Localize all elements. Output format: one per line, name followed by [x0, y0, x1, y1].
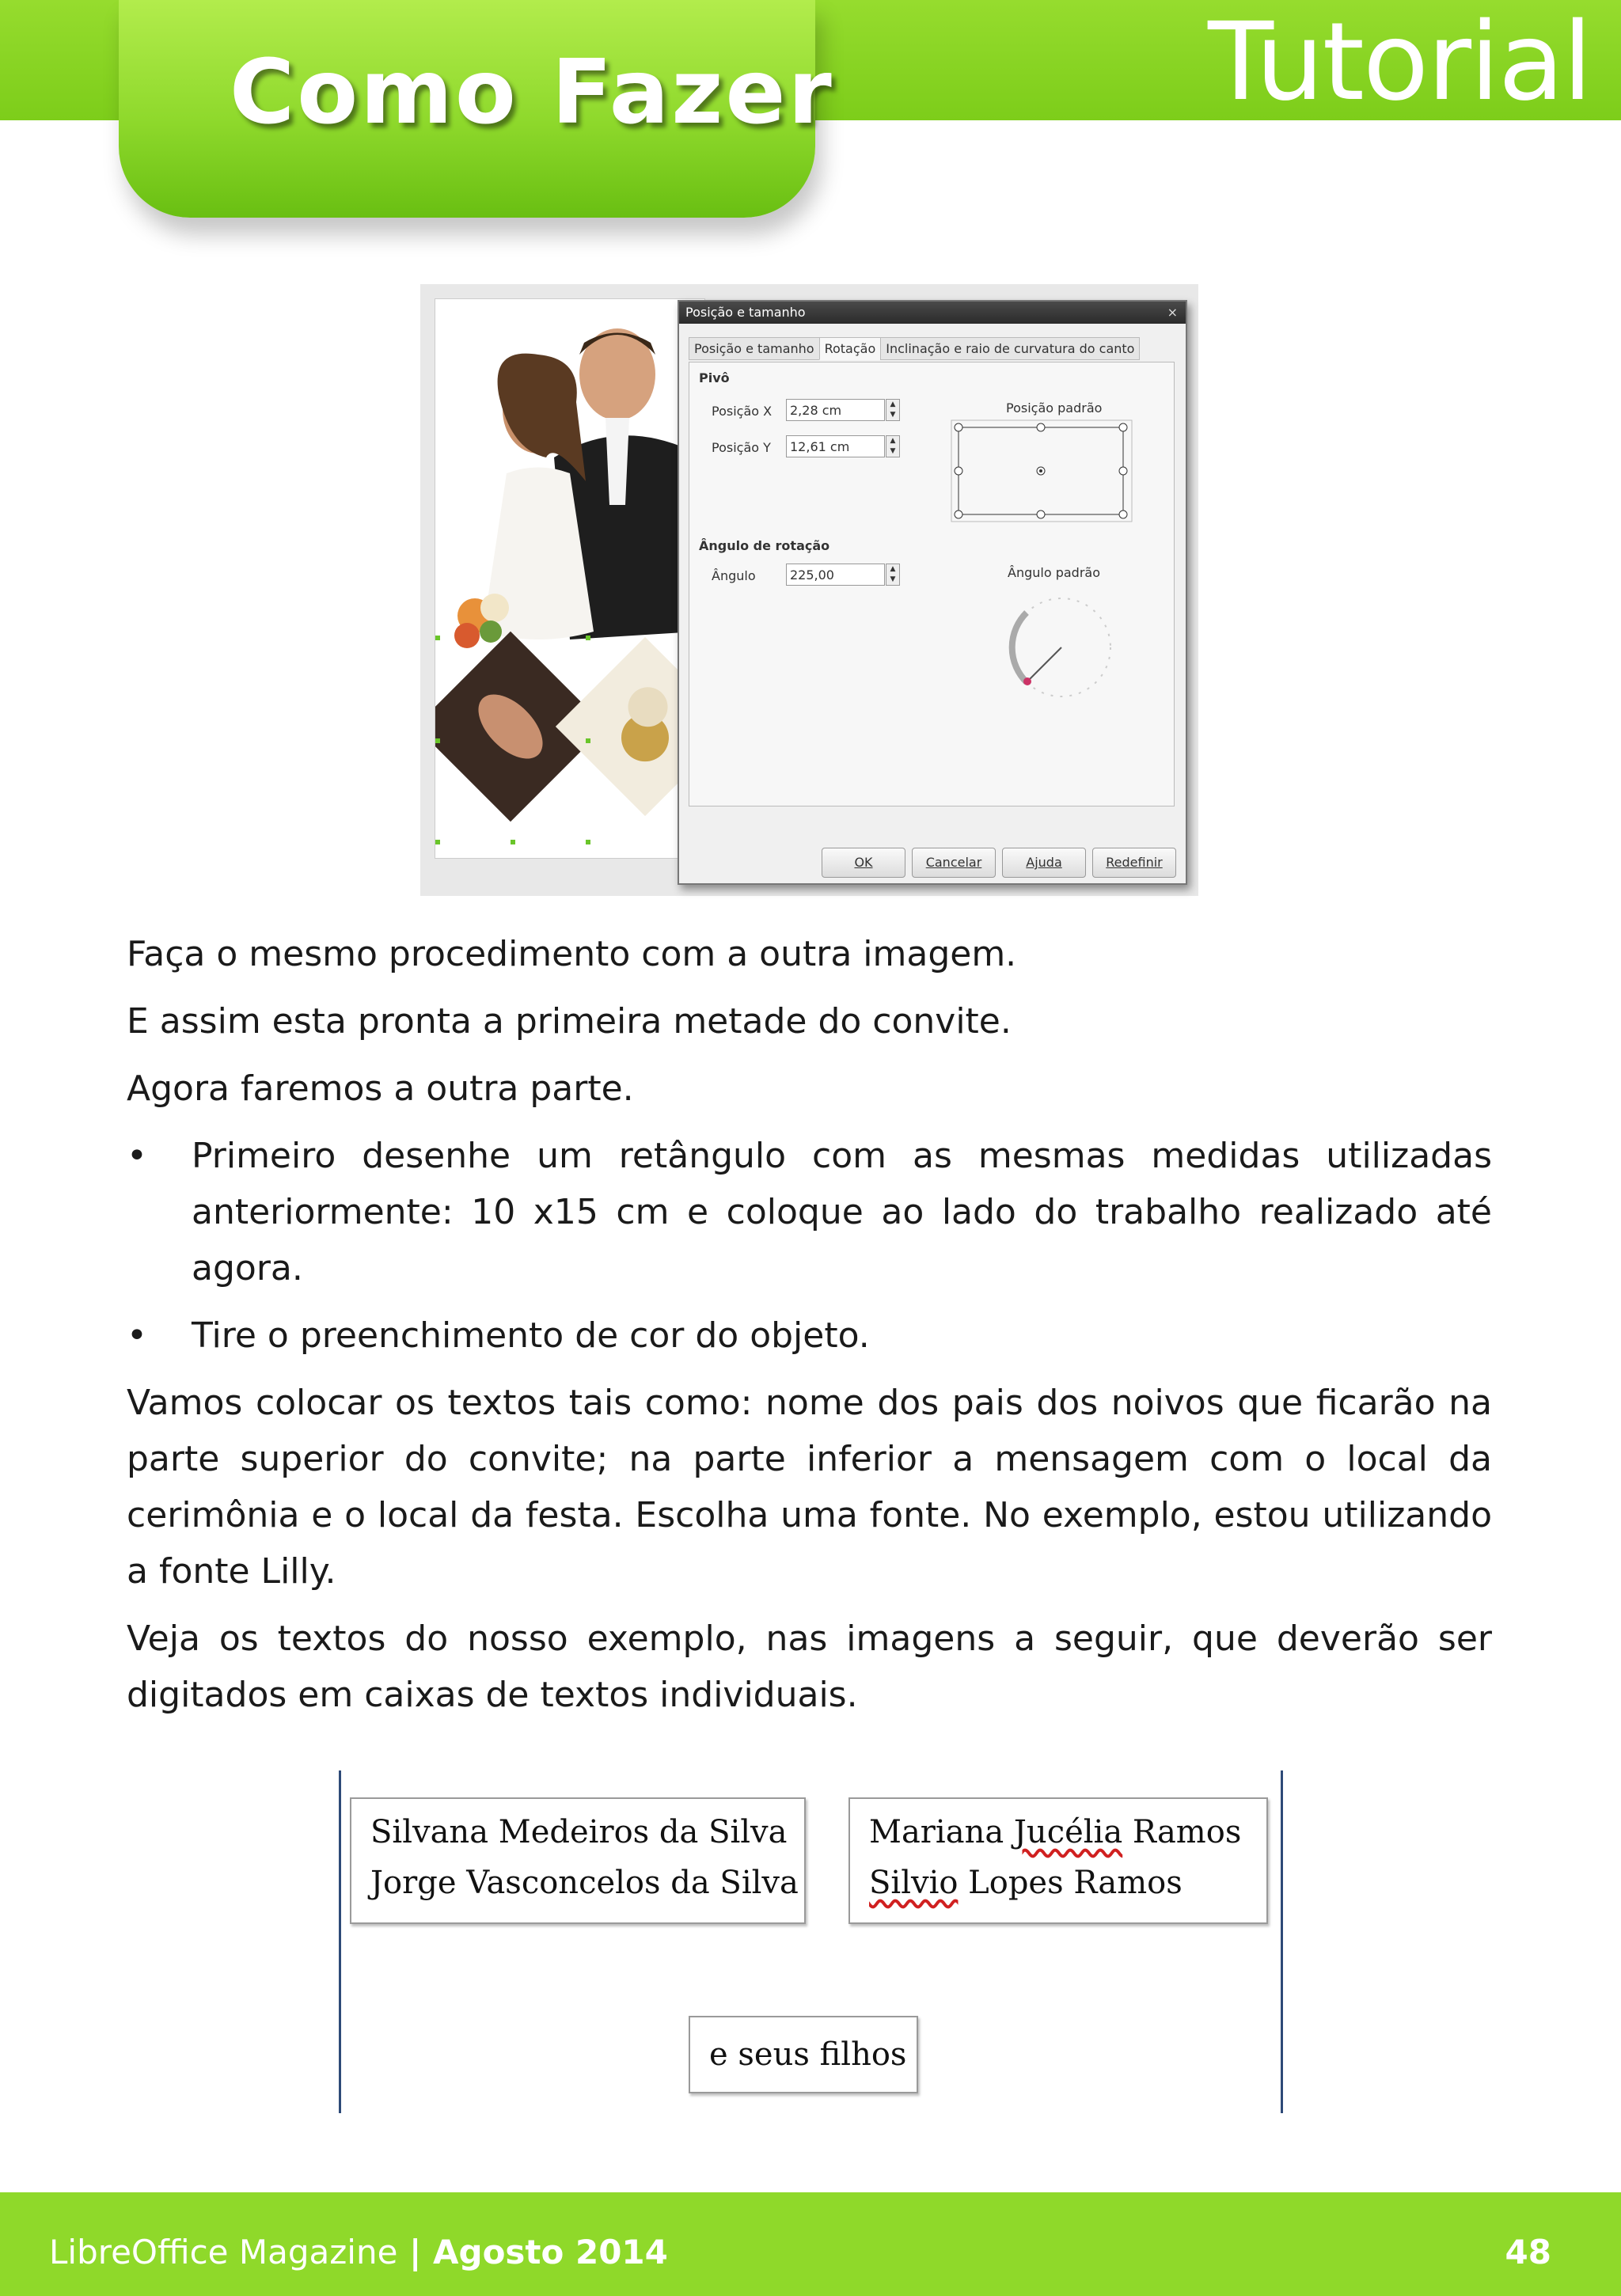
page-border-left: [339, 1770, 341, 2113]
pivot-heading: Pivô: [699, 370, 730, 385]
pos-x-label: Posição X: [712, 404, 773, 419]
article-body: [127, 926, 1492, 1734]
misspelled-word: Jucélia: [1013, 1814, 1123, 1850]
pos-y-input[interactable]: 12,61 cm: [786, 435, 885, 457]
default-position-label: Posição padrão: [1006, 400, 1103, 416]
names-screenshot: [339, 1770, 1285, 2113]
pos-y-label: Posição Y: [712, 440, 771, 455]
dialog-buttons: [822, 848, 1183, 878]
pos-x-spinner[interactable]: ▲ ▼: [886, 399, 900, 421]
name-line: [869, 1807, 1247, 1858]
rotation-angle-heading: Ângulo de rotação: [699, 538, 830, 553]
name-part: Mariana: [869, 1814, 1014, 1850]
wedding-photo-illustration: [435, 299, 704, 858]
footer-separator: |: [397, 2233, 433, 2271]
rotation-panel: [689, 362, 1175, 806]
close-icon[interactable]: ×: [1167, 305, 1178, 320]
dialog-screenshot: [420, 284, 1198, 896]
name-line: Jorge Vasconcelos da Silva: [370, 1865, 799, 1901]
paragraph: Veja os textos do nosso exemplo, nas imagens a seguir, que deverão ser digitados em caixas de textos individuais.: [127, 1619, 1492, 1715]
section-title: Como Fazer: [230, 41, 834, 144]
angle-label: Ângulo: [712, 568, 756, 583]
tab-slant-corner[interactable]: Inclinação e raio de curvatura do canto: [880, 337, 1140, 360]
default-position-grid[interactable]: [951, 419, 1133, 522]
issue-date: Agosto 2014: [433, 2233, 668, 2271]
name-line: Silvana Medeiros da Silva: [370, 1814, 788, 1850]
footer-credit: [49, 2233, 668, 2271]
tab-rotation[interactable]: Rotação: [819, 337, 882, 360]
page-number: 48: [1505, 2233, 1551, 2271]
page-border-right: [1281, 1770, 1283, 2113]
pos-y-spinner[interactable]: ▲ ▼: [886, 435, 900, 457]
name-part: Ramos: [1122, 1814, 1242, 1850]
parents-textbox-2[interactable]: [848, 1797, 1268, 1924]
paragraph: Vamos colocar os textos tais como: nome dos pais dos noivos que ficarão na parte superior do convite; na parte inferior a mensagem com o local da cerimônia e o local da festa. Escolha uma fonte. No exemplo, estou utilizando a fonte Lilly.: [127, 1383, 1492, 1592]
position-size-dialog: [678, 300, 1187, 885]
parents-textbox-1[interactable]: [350, 1797, 806, 1924]
children-textbox[interactable]: e seus filhos: [689, 2016, 918, 2093]
paragraph: E assim esta pronta a primeira metade do convite.: [127, 1001, 1012, 1042]
angle-dial[interactable]: [998, 584, 1125, 711]
magazine-name: LibreOffice Magazine: [49, 2233, 398, 2271]
cancel-button[interactable]: Cancelar: [912, 848, 996, 878]
misspelled-word: Silvio: [869, 1865, 959, 1901]
angle-input[interactable]: 225,00: [786, 564, 885, 586]
bullet-text: Tire o preenchimento de cor do objeto.: [192, 1315, 870, 1356]
bullet-icon: •: [127, 1315, 147, 1356]
ok-button[interactable]: OK: [822, 848, 905, 878]
bullet-icon: •: [127, 1136, 147, 1176]
bullet-text: Primeiro desenhe um retângulo com as mesmas medidas utilizadas anteriormente: 10 x15 cm e coloque ao lado do trabalho realizado até agora.: [192, 1136, 1492, 1288]
name-part: Lopes Ramos: [958, 1865, 1183, 1901]
tab-position-size[interactable]: Posição e tamanho: [689, 337, 820, 360]
angle-spinner[interactable]: ▲ ▼: [886, 564, 900, 586]
paragraph: Faça o mesmo procedimento com a outra imagem.: [127, 934, 1017, 974]
name-line: [869, 1858, 1247, 1908]
reset-button[interactable]: Redefinir: [1092, 848, 1176, 878]
tutorial-label: Tutorial: [1208, 0, 1591, 125]
paragraph: Agora faremos a outra parte.: [127, 1068, 634, 1109]
dialog-title: Posição e tamanho: [679, 302, 1186, 324]
invitation-canvas: [435, 298, 705, 859]
help-button[interactable]: Ajuda: [1002, 848, 1086, 878]
bullet-item: [127, 1307, 1492, 1364]
bullet-item: [127, 1128, 1492, 1296]
default-angle-label: Ângulo padrão: [1008, 565, 1100, 580]
pos-x-input[interactable]: 2,28 cm: [786, 399, 885, 421]
dialog-tabs: [689, 337, 1139, 361]
